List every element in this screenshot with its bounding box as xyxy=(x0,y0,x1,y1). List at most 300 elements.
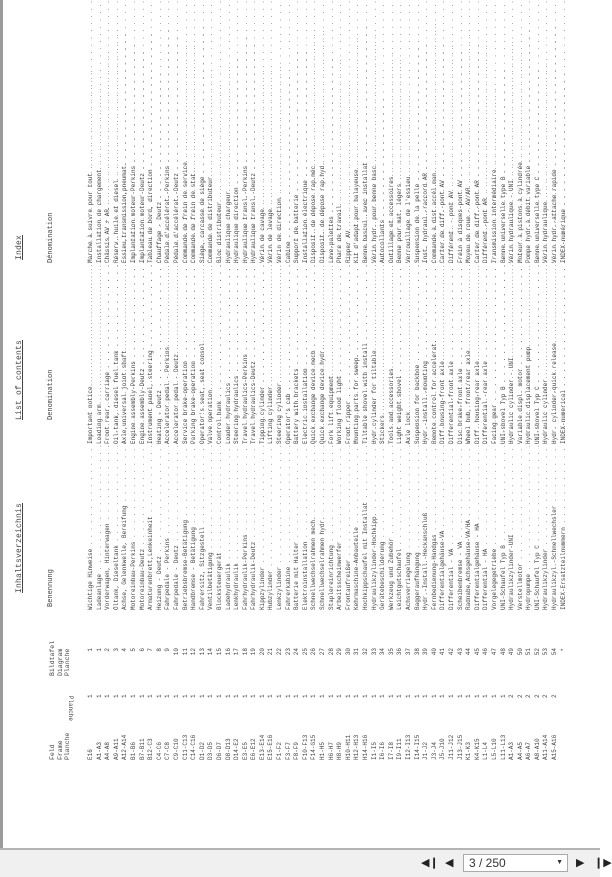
german-name-cell: Arbeitsscheinwerfer . . . xyxy=(336,450,345,610)
english-name-cell: Engine assembly-Deutz . . . xyxy=(139,284,148,444)
header-bildtafel-de: Bildtafel xyxy=(49,640,56,676)
planche-cell: 2 xyxy=(542,694,550,698)
german-name-cell: Frontaufreißer . . . xyxy=(345,450,354,610)
header-planche: Planche xyxy=(67,695,74,721)
table-row[interactable] xyxy=(139,0,148,848)
table-row[interactable] xyxy=(560,0,569,848)
french-name-cell: Hydraulique chargeur . . . xyxy=(225,121,234,263)
planche-cell: 1 xyxy=(456,694,464,698)
english-name-cell: Travel hydraulics-Perkins . . . xyxy=(242,284,251,444)
french-name-cell: Implantation moteur-Perkins . . . xyxy=(130,121,139,263)
frame-cell: F1-F2 xyxy=(276,741,284,760)
german-name-cell: Leichtgutschaufel . . . xyxy=(396,450,405,610)
planche-cell: 1 xyxy=(336,694,344,698)
english-name-cell: Valve operation . . . xyxy=(207,284,216,444)
german-name-cell: Baggeraufhängung . . . xyxy=(414,450,423,610)
frame-cell: I7-I8 xyxy=(387,741,395,760)
frame-cell: J5-J10 xyxy=(439,738,447,760)
first-page-button[interactable] xyxy=(421,856,439,870)
planche-cell: 1 xyxy=(353,694,361,698)
english-name-cell: Front ripper . . . xyxy=(345,284,354,444)
table-row[interactable] xyxy=(551,0,560,848)
english-name-cell: Fork lift equipment . . . xyxy=(328,284,337,444)
table-row[interactable] xyxy=(96,0,105,848)
frame-cell: C9-C10 xyxy=(172,738,180,760)
french-name-cell: Phare de travail . . . xyxy=(336,121,345,263)
planche-cell: 1 xyxy=(387,694,395,698)
german-name-cell: Achse, Gelenkwelle, Bereifung . . . xyxy=(121,450,130,610)
english-name-cell: UNI-shovel Typ C . . . xyxy=(534,284,543,444)
table-row[interactable] xyxy=(353,0,362,848)
french-name-cell: Commande de frein de service . . . xyxy=(182,121,191,263)
diagram-number-cell: 1 xyxy=(87,648,94,652)
diagram-number-cell: 48 xyxy=(499,648,507,656)
english-name-cell: Differential -rear axle . . . xyxy=(482,284,491,444)
diagram-number-cell: 7 xyxy=(147,648,155,652)
diagram-number-cell: 33 xyxy=(370,648,378,656)
table-row[interactable] xyxy=(113,0,122,848)
table-row[interactable] xyxy=(431,0,440,848)
german-name-cell: Radnabe,Achsgehäuse-VA/HA . . . xyxy=(465,450,474,610)
english-name-cell: Steering cylinder . . . xyxy=(276,284,285,444)
french-name-cell: Hydraulique transl.-Perkins . . . xyxy=(242,121,251,263)
english-name-cell: UNI-shovel Typ B . . . xyxy=(500,284,509,444)
english-name-cell: Steering hydraulics . . . xyxy=(233,284,242,444)
frame-cell: D3-D5 xyxy=(207,741,215,760)
english-name-cell: Quick exchange device hydr. . . . xyxy=(319,284,328,444)
first-page-icon: ◀❙ xyxy=(421,857,439,869)
frame-cell: F10-F13 xyxy=(301,734,309,760)
french-name-cell: Différent. - pont AV . . . xyxy=(448,121,457,263)
frame-cell: D6-D7 xyxy=(215,741,223,760)
french-name-cell: Carter de diff.-pont AV . . . xyxy=(439,121,448,263)
table-row[interactable] xyxy=(525,0,534,848)
table-row[interactable] xyxy=(457,0,466,848)
french-name-cell: Frein à disques-pont AV . . . xyxy=(457,121,466,263)
table-row[interactable] xyxy=(216,0,225,848)
french-name-cell: Vérin de cavage . . . xyxy=(259,121,268,263)
diagram-number-cell: 42 xyxy=(447,648,455,656)
german-name-cell: UNI-Schaufel Typ B . . . xyxy=(500,450,509,610)
table-row[interactable] xyxy=(405,0,414,848)
diagram-number-cell: 19 xyxy=(250,648,258,656)
english-name-cell: Battery with brackets . . . xyxy=(293,284,302,444)
diagram-number-cell: 46 xyxy=(482,648,490,656)
table-row[interactable] xyxy=(276,0,285,848)
header-denomination-en: Denomination xyxy=(47,369,55,420)
table-row[interactable] xyxy=(242,0,251,848)
diagram-number-cell: 28 xyxy=(327,648,335,656)
german-name-cell: Motoreinbau-Deutz . . . xyxy=(139,450,148,610)
english-name-cell: Oil-tank, diesel fuel tank . . . xyxy=(113,284,122,444)
french-name-cell: Implantation moteur-Deutz . . . xyxy=(139,121,148,263)
frame-cell: F8-F9 xyxy=(293,741,301,760)
diagram-number-cell: 41 xyxy=(439,648,447,656)
planche-cell: 1 xyxy=(499,694,507,698)
german-name-cell: Wichtige Hinweise . . . xyxy=(87,450,96,610)
english-name-cell: INDEX-numerical . . . xyxy=(560,284,569,444)
english-name-cell: Working flood light . . . xyxy=(336,284,345,444)
planche-cell: 1 xyxy=(215,694,223,698)
page-select[interactable] xyxy=(463,854,568,872)
diagram-number-cell: 24 xyxy=(293,648,301,656)
table-row[interactable] xyxy=(319,0,328,848)
german-name-cell: Hydraulikzylinder . . . xyxy=(542,450,551,610)
german-name-cell: Scheibenbremse - VA . . . xyxy=(457,450,466,610)
french-name-cell: Hydraulique transl.-Deutz . . . xyxy=(250,121,259,263)
german-name-cell: Hydr.-Install.-Heckanschluß . . . xyxy=(422,450,431,610)
page-navigation-toolbar xyxy=(0,848,612,877)
table-row[interactable] xyxy=(517,0,526,848)
table-row[interactable] xyxy=(130,0,139,848)
english-name-cell: Tiltable shovel with install . . . xyxy=(362,284,371,444)
diagram-number-cell: 26 xyxy=(310,648,318,656)
french-name-cell: Pédale d'accélérat.-Deutz . . . xyxy=(173,121,182,263)
table-row[interactable] xyxy=(422,0,431,848)
german-name-cell: Ventilbetätigung . . . xyxy=(207,450,216,610)
table-row[interactable] xyxy=(336,0,345,848)
english-name-cell: Operator's cab . . . xyxy=(285,284,294,444)
diagram-number-cell: * xyxy=(559,648,567,652)
german-name-cell: Hubzylinder . . . xyxy=(267,450,276,610)
french-name-cell: Verrouillage de l'essieu . . . xyxy=(405,121,414,263)
planche-cell: 1 xyxy=(155,694,163,698)
diagram-number-cell: 8 xyxy=(155,648,163,652)
frame-cell: L11-L13 xyxy=(499,734,507,760)
french-name-cell: Benne pour mat. légers . . . xyxy=(396,121,405,263)
planche-cell: 1 xyxy=(362,694,369,698)
english-name-cell: Important notice . . . xyxy=(87,284,96,444)
german-name-cell: Handbremse - Betätigung . . . xyxy=(190,450,199,610)
german-name-cell: Heizung - Deutz . . . xyxy=(156,450,165,610)
german-name-cell: Fahrpedale - Perkins . . . xyxy=(164,450,173,610)
planche-cell: 1 xyxy=(147,694,155,698)
planche-cell: 1 xyxy=(129,694,137,698)
planche-cell: 2 xyxy=(516,694,524,698)
german-name-cell: Lenkhydraulik . . . xyxy=(233,450,242,610)
frame-cell: C11-C13 xyxy=(181,734,189,760)
planche-cell: 1 xyxy=(87,694,94,698)
frame-cell: J3-J4 xyxy=(430,741,438,760)
frame-cell: E3-E5 xyxy=(241,741,249,760)
table-row[interactable] xyxy=(491,0,500,848)
header-feld xyxy=(49,733,72,760)
german-name-cell: Öltank, Dieseltank . . . xyxy=(113,450,122,610)
french-name-cell: Vérin de levage . . . xyxy=(267,121,276,263)
german-name-cell: Ladeanlage . . . xyxy=(96,450,105,610)
table-row[interactable] xyxy=(87,0,96,848)
german-name-cell: Betriebsbremse-Betätigung . . . xyxy=(182,450,191,610)
french-name-cell: Différent.-pont AR . . . xyxy=(482,121,491,263)
planche-cell: 1 xyxy=(233,694,241,698)
planche-cell: 1 xyxy=(198,694,206,698)
planche-cell: 1 xyxy=(490,694,498,698)
french-name-cell: Châssis AV + AR . . . xyxy=(104,121,113,263)
planche-cell: 2 xyxy=(551,694,559,698)
french-name-cell: Bloc distributeur . . . xyxy=(216,121,225,263)
english-name-cell: Accelerator pedal - Perkins . . . xyxy=(164,284,173,444)
diagram-number-cell: 36 xyxy=(396,648,404,656)
french-name-cell: Essieu,transmission,pneumat. . . . xyxy=(121,121,130,263)
french-name-cell: Ripper AV . . . xyxy=(345,121,354,263)
table-row[interactable] xyxy=(225,0,234,848)
table-row[interactable] xyxy=(371,0,380,848)
planche-cell: 1 xyxy=(327,694,335,698)
french-name-cell: Vérin hydr. pour benne basc . . . xyxy=(371,121,380,263)
english-name-cell: Quick exchange device mech . . . xyxy=(310,284,319,444)
diagram-number-cell: 9 xyxy=(164,648,172,652)
german-name-cell: Hydropumpe . . . xyxy=(525,450,534,610)
table-row[interactable] xyxy=(388,0,397,848)
french-name-cell: Commande de distributeur . . . xyxy=(207,121,216,263)
german-name-cell: Kippzylinder . . . xyxy=(259,450,268,610)
planche-cell: 1 xyxy=(112,694,120,698)
planche-cell: 1 xyxy=(276,694,284,698)
english-name-cell: Heating - Deutz . . . xyxy=(156,284,165,444)
frame-cell: H8-H9 xyxy=(336,741,344,760)
table-row[interactable] xyxy=(250,0,259,848)
table-row[interactable] xyxy=(285,0,294,848)
english-name-cell: Light weight shovel . . . xyxy=(396,284,405,444)
german-name-cell: Vorderwagen, Hinterwagen . . . xyxy=(104,450,113,610)
table-row[interactable] xyxy=(293,0,302,848)
french-name-cell: Support de batterie . . . xyxy=(293,121,302,263)
last-page-button[interactable] xyxy=(594,856,612,870)
frame-cell: K4-K15 xyxy=(473,738,481,760)
table-row[interactable] xyxy=(414,0,423,848)
table-row[interactable] xyxy=(482,0,491,848)
planche-cell: 1 xyxy=(121,694,129,698)
english-name-cell: Service brake-operation . . . xyxy=(182,284,191,444)
french-name-cell: Disposit. de dépose rap.méc . . . xyxy=(310,121,319,263)
table-row[interactable] xyxy=(156,0,165,848)
header-feld-de: Feld xyxy=(49,744,56,760)
english-name-cell: Hydr. cylinder-quick release . . . xyxy=(551,284,560,444)
diagram-number-cell: 15 xyxy=(215,648,223,656)
header-feld-en: Frame xyxy=(56,740,64,760)
frame-cell: E15-E16 xyxy=(267,734,275,760)
english-name-cell: Accelerator pedal - Deutz . . . xyxy=(173,284,182,444)
english-name-cell: Suspension for backhoe . . . xyxy=(414,284,423,444)
german-name-cell: Differentialgehäuse - HA . . . xyxy=(474,450,483,610)
french-name-cell: Pompe hydr.à débit variable . . . xyxy=(525,121,534,263)
table-row[interactable] xyxy=(534,0,543,848)
table-row[interactable] xyxy=(448,0,457,848)
diagram-number-cell: 31 xyxy=(353,648,361,656)
german-name-cell: Staplereinrichtung . . . xyxy=(328,450,337,610)
diagram-number-cell: 6 xyxy=(138,648,146,652)
german-name-cell: Batterie mit Halter . . . xyxy=(293,450,302,610)
english-name-cell: Axle lock . . . xyxy=(405,284,414,444)
header-bildtafel-en: Diagram xyxy=(56,648,64,676)
diagram-number-cell: 47 xyxy=(490,648,498,656)
previous-page-button[interactable] xyxy=(445,856,453,870)
diagram-number-cell: 1 xyxy=(95,648,103,652)
planche-cell: 1 xyxy=(284,694,292,698)
header-bildtafel-fr: Planche xyxy=(64,648,71,676)
french-name-cell: Réserv. huile et diesel . . . xyxy=(113,121,122,263)
diagram-number-cell: 49 xyxy=(508,648,516,656)
planche-cell: 1 xyxy=(181,694,189,698)
english-name-cell: Front rear, carriage . . . xyxy=(104,284,113,444)
french-name-cell: Suspension de la pelle . . . xyxy=(414,121,423,263)
frame-cell: I1-I5 xyxy=(370,741,378,760)
table-row[interactable] xyxy=(182,0,191,848)
planche-cell: 1 xyxy=(396,694,404,698)
english-name-cell: Loading arm . . . xyxy=(96,284,105,444)
document-page xyxy=(3,0,600,848)
table-row[interactable] xyxy=(379,0,388,848)
index-table xyxy=(87,0,568,848)
diagram-number-cell: 2 xyxy=(104,648,112,652)
planche-cell: 1 xyxy=(430,694,438,698)
table-row[interactable] xyxy=(164,0,173,848)
planche-cell: 1 xyxy=(190,694,198,698)
english-name-cell: Electric installation . . . xyxy=(302,284,311,444)
english-name-cell: Hydraulic cylinder - UNI . . . xyxy=(508,284,517,444)
table-row[interactable] xyxy=(267,0,276,848)
english-name-cell: Stickers . . . xyxy=(379,284,388,444)
planche-cell: 1 xyxy=(104,694,112,698)
planche-cell: 1 xyxy=(301,694,309,698)
diagram-number-cell: 22 xyxy=(276,648,284,656)
english-name-cell: Travel hydraulics-Deutz . . . xyxy=(250,284,259,444)
next-page-button[interactable] xyxy=(576,856,584,870)
frame-cell: H12-H13 xyxy=(353,734,361,760)
frame-cell: I9-I11 xyxy=(396,738,404,760)
diagram-number-cell: 16 xyxy=(224,648,232,656)
table-row[interactable] xyxy=(362,0,371,848)
english-name-cell: Loader hydraulics . . . xyxy=(225,284,234,444)
diagram-number-cell: 3 xyxy=(112,648,120,652)
planche-cell: 1 xyxy=(224,694,232,698)
french-name-cell: Pédale d'accélérat.-Perkins . . . xyxy=(164,121,173,263)
frame-cell: A4-A5 xyxy=(516,741,524,760)
frame-cell: A12-A14 xyxy=(121,734,129,760)
diagram-number-cell: 32 xyxy=(362,648,369,656)
header-bildtafel xyxy=(49,641,72,676)
english-name-cell: Tipping cylinder . . . xyxy=(259,284,268,444)
frame-cell: J13-J15 xyxy=(456,734,464,760)
previous-page-icon: ◀ xyxy=(445,857,454,869)
table-row[interactable] xyxy=(508,0,517,848)
table-row[interactable] xyxy=(259,0,268,848)
planche-cell: 1 xyxy=(164,694,172,698)
english-name-cell: Hydraulic cylinder . . . xyxy=(542,284,551,444)
english-name-cell: Remote control for accelerat. . . . xyxy=(431,284,440,444)
frame-cell: A15-A16 xyxy=(551,734,559,760)
german-name-cell: Fahrhydraulik-Perkins . . . xyxy=(242,450,251,610)
diagram-number-cell: 11 xyxy=(181,648,189,656)
frame-cell: J1-J2 xyxy=(422,741,430,760)
planche-cell: 1 xyxy=(95,694,103,698)
planche-cell: 1 xyxy=(447,694,455,698)
table-row[interactable] xyxy=(233,0,242,848)
french-name-cell: Vérin hydraulique - UNI . . . xyxy=(508,121,517,263)
frame-cell: H1-H5 xyxy=(319,741,327,760)
frame-cell: D8-D13 xyxy=(224,738,232,760)
french-name-cell: Kit d'adapt.pour balayeuse . . . xyxy=(353,121,362,263)
english-name-cell: Mounting parts for sweep. . . . xyxy=(353,284,362,444)
german-name-cell: Differentialgehäuse-VA . . . xyxy=(439,450,448,610)
frame-cell: L1-L4 xyxy=(482,741,490,760)
english-name-cell: Hydr.cylinder for tiltable . . . xyxy=(371,284,380,444)
german-name-cell: Hochkippschaufel mit Installat . . . xyxy=(362,450,371,610)
planche-cell: 1 xyxy=(138,694,146,698)
frame-cell: A11-A14 xyxy=(542,734,550,760)
german-name-cell: Lenkzylinder . . . xyxy=(276,450,285,610)
french-name-cell: Autocollants . . . xyxy=(379,121,388,263)
german-name-cell: Gerätebeschilderung . . . xyxy=(379,450,388,610)
french-name-cell: Transmission intermédiaire . . . xyxy=(491,121,500,263)
diagram-number-cell: 5 xyxy=(129,648,137,652)
diagram-number-cell: 40 xyxy=(430,648,438,656)
table-row[interactable] xyxy=(121,0,130,848)
table-row[interactable] xyxy=(500,0,509,848)
table-row[interactable] xyxy=(474,0,483,848)
french-name-cell: Cabine . . . xyxy=(285,121,294,263)
diagram-number-cell: 17 xyxy=(233,648,241,656)
table-row[interactable] xyxy=(345,0,354,848)
table-row[interactable] xyxy=(173,0,182,848)
frame-cell: K1-K3 xyxy=(465,741,473,760)
dropdown-arrow-icon: ▼ xyxy=(556,859,563,866)
frame-cell: A9-A11 xyxy=(112,738,120,760)
planche-cell: 1 xyxy=(207,694,215,698)
table-row[interactable] xyxy=(302,0,311,848)
table-row[interactable] xyxy=(542,0,551,848)
table-row[interactable] xyxy=(104,0,113,848)
german-name-cell: Hydraulikzylinder-Hochkipp. . . . xyxy=(371,450,380,610)
diagram-number-cell: 52 xyxy=(533,648,541,656)
german-name-cell: Schnellwechselrahmen hydr. . . . xyxy=(319,450,328,610)
table-row[interactable] xyxy=(465,0,474,848)
table-row[interactable] xyxy=(396,0,405,848)
french-name-cell: Vérin hydraulique . . . xyxy=(542,121,551,263)
german-name-cell: Achsverriegelung . . . xyxy=(405,450,414,610)
french-name-cell: Siège, carcasse de siège . . . xyxy=(199,121,208,263)
planche-cell: 1 xyxy=(482,694,490,698)
english-name-cell: Parking brake-operation . . . xyxy=(190,284,199,444)
planche-cell: 1 xyxy=(344,694,352,698)
table-row[interactable] xyxy=(147,0,156,848)
diagram-number-cell: 53 xyxy=(542,648,550,656)
diagram-number-cell: 27 xyxy=(319,648,327,656)
frame-cell: F3-F7 xyxy=(284,741,292,760)
frame-cell: A1-A3 xyxy=(508,741,516,760)
frame-cell: I14-I15 xyxy=(413,734,421,760)
table-row[interactable] xyxy=(207,0,216,848)
frame-cell: H14-H16 xyxy=(362,734,369,760)
table-row[interactable] xyxy=(190,0,199,848)
english-name-cell: Lifting cylinder . . . xyxy=(267,284,276,444)
table-row[interactable] xyxy=(328,0,337,848)
next-page-icon: ▶ xyxy=(576,857,585,869)
table-row[interactable] xyxy=(310,0,319,848)
french-name-cell: Marche à suivre pour tout . . . xyxy=(87,121,96,263)
frame-cell: A8-A10 xyxy=(533,738,541,760)
table-row[interactable] xyxy=(439,0,448,848)
table-row[interactable] xyxy=(199,0,208,848)
german-name-cell: Elektroinstallation . . . xyxy=(302,450,311,610)
french-name-cell: Vérin de direction . . . xyxy=(276,121,285,263)
diagram-number-cell: 51 xyxy=(525,648,533,656)
french-name-cell: Disposit. de dépose rap.hyd. . . . xyxy=(319,121,328,263)
frame-cell: J11-J12 xyxy=(447,734,455,760)
header-benennung: Benennung xyxy=(47,569,55,607)
french-name-cell: Tableau de bord, direction . . . xyxy=(147,121,156,263)
german-name-cell: Motoreinbau-Perkins . . . xyxy=(130,450,139,610)
